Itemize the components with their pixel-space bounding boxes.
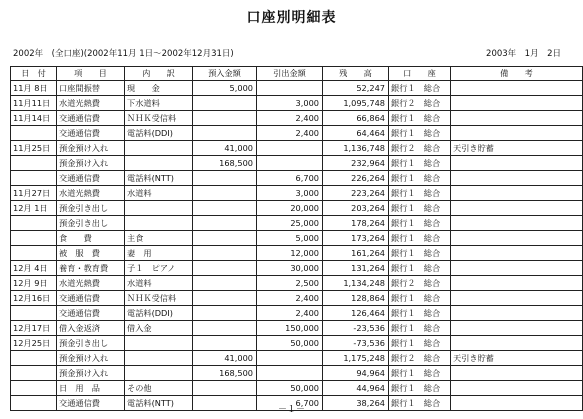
cell-deposit [193,216,257,231]
cell-withdrawal: 3,000 [257,186,323,201]
cell-account: 銀行１ 総合 [389,231,451,246]
cell-remarks [451,366,583,381]
cell-detail [125,351,193,366]
cell-balance: 178,264 [323,216,389,231]
cell-deposit [193,246,257,261]
cell-balance: 173,264 [323,231,389,246]
cell-detail: 電話料(DDI) [125,126,193,141]
cell-deposit [193,111,257,126]
cell-deposit: 41,000 [193,141,257,156]
cell-account: 銀行２ 総合 [389,96,451,111]
table-row [11,141,583,156]
table-row [11,96,583,111]
cell-balance: 232,964 [323,156,389,171]
cell-account: 銀行１ 総合 [389,396,451,411]
cell-detail [125,336,193,351]
cell-date: 12月16日 [11,291,57,306]
cell-item: 水道光熱費 [57,96,125,111]
cell-deposit [193,261,257,276]
cell-account: 銀行１ 総合 [389,126,451,141]
table-row [11,336,583,351]
cell-date: 12月17日 [11,321,57,336]
cell-date [11,366,57,381]
cell-withdrawal [257,156,323,171]
cell-withdrawal: 25,000 [257,216,323,231]
cell-remarks [451,96,583,111]
cell-remarks [451,216,583,231]
cell-date: 11月25日 [11,141,57,156]
cell-account: 銀行１ 総合 [389,321,451,336]
column-header-deposit: 預入金額 [193,67,257,81]
cell-balance: 226,264 [323,171,389,186]
cell-detail: ＮＨＫ受信料 [125,291,193,306]
cell-detail: 下水道料 [125,96,193,111]
cell-item: 日 用 品 [57,381,125,396]
cell-balance: 52,247 [323,81,389,96]
table-row [11,276,583,291]
cell-deposit [193,96,257,111]
cell-item: 水道光熱費 [57,276,125,291]
cell-remarks: 天引き貯蓄 [451,141,583,156]
cell-detail: 電話料(NTT) [125,171,193,186]
cell-balance: 161,264 [323,246,389,261]
cell-date [11,351,57,366]
cell-date: 12月 4日 [11,261,57,276]
cell-account: 銀行１ 総合 [389,201,451,216]
cell-date [11,231,57,246]
cell-item: 交通通信費 [57,111,125,126]
cell-account: 銀行１ 総合 [389,81,451,96]
cell-remarks [451,336,583,351]
cell-item: 預金引き出し [57,336,125,351]
cell-remarks [451,291,583,306]
table-row [11,201,583,216]
table-row [11,156,583,171]
column-header-withdrawal: 引出金額 [257,67,323,81]
cell-withdrawal: 6,700 [257,396,323,411]
cell-remarks [451,261,583,276]
cell-date: 11月14日 [11,111,57,126]
cell-item: 水道光熱費 [57,186,125,201]
cell-item: 預金預け入れ [57,156,125,171]
cell-deposit [193,306,257,321]
cell-remarks [451,276,583,291]
table-row [11,111,583,126]
cell-item: 預金預け入れ [57,351,125,366]
cell-item: 預金引き出し [57,201,125,216]
cell-deposit [193,171,257,186]
column-header-item: 項 目 [57,67,125,81]
column-header-account: 口 座 [389,67,451,81]
cell-remarks [451,171,583,186]
cell-remarks [451,156,583,171]
cell-item: 借入金返済 [57,321,125,336]
cell-withdrawal: 30,000 [257,261,323,276]
cell-detail: 水道料 [125,186,193,201]
column-header-remarks: 備 考 [451,67,583,81]
cell-account: 銀行１ 総合 [389,216,451,231]
cell-balance: 44,964 [323,381,389,396]
print-date: 2003年 1月 2日 [486,49,561,59]
table-header-row [11,67,583,81]
page-number: －１－ [277,405,305,415]
cell-balance: 64,464 [323,126,389,141]
cell-detail: その他 [125,381,193,396]
cell-item: 養育・教育費 [57,261,125,276]
cell-item: 預金預け入れ [57,141,125,156]
cell-deposit [193,231,257,246]
table-row [11,171,583,186]
cell-account: 銀行２ 総合 [389,276,451,291]
cell-withdrawal [257,141,323,156]
cell-date [11,246,57,261]
cell-withdrawal: 2,400 [257,291,323,306]
cell-detail: 電話料(DDI) [125,306,193,321]
cell-balance: 203,264 [323,201,389,216]
cell-withdrawal: 20,000 [257,201,323,216]
cell-account: 銀行１ 総合 [389,246,451,261]
cell-date: 11月11日 [11,96,57,111]
table-row [11,291,583,306]
cell-account: 銀行１ 総合 [389,366,451,381]
cell-balance: 131,264 [323,261,389,276]
cell-remarks [451,381,583,396]
table-row [11,81,583,96]
column-header-detail: 内 訳 [125,67,193,81]
table-row [11,381,583,396]
cell-detail [125,141,193,156]
cell-balance: 126,464 [323,306,389,321]
cell-deposit: 5,000 [193,81,257,96]
cell-deposit [193,336,257,351]
cell-balance: 94,964 [323,366,389,381]
column-header-balance: 残 高 [323,67,389,81]
cell-remarks [451,306,583,321]
table-row [11,321,583,336]
cell-deposit [193,126,257,141]
cell-detail: 水道料 [125,276,193,291]
cell-account: 銀行１ 総合 [389,111,451,126]
cell-remarks [451,246,583,261]
cell-withdrawal: 2,400 [257,306,323,321]
cell-detail [125,216,193,231]
cell-item: 交通通信費 [57,291,125,306]
cell-balance: -23,536 [323,321,389,336]
cell-detail: 借入金 [125,321,193,336]
cell-date: 12月 1日 [11,201,57,216]
cell-deposit [193,186,257,201]
cell-remarks [451,231,583,246]
cell-account: 銀行１ 総合 [389,186,451,201]
cell-item: 食 費 [57,231,125,246]
cell-account: 銀行１ 総合 [389,291,451,306]
cell-detail: 現 金 [125,81,193,96]
cell-balance: 1,095,748 [323,96,389,111]
cell-date: 11月 8日 [11,81,57,96]
cell-remarks [451,201,583,216]
report-title: 口座別明細表 [246,10,337,26]
table-row [11,216,583,231]
cell-detail: 電話料(NTT) [125,396,193,411]
cell-deposit [193,321,257,336]
cell-detail [125,366,193,381]
table-row [11,261,583,276]
cell-detail [125,201,193,216]
cell-detail: ＮＨＫ受信料 [125,111,193,126]
cell-item: 被 服 費 [57,246,125,261]
cell-withdrawal: 5,000 [257,231,323,246]
table-row [11,306,583,321]
table-row [11,186,583,201]
cell-remarks [451,81,583,96]
cell-withdrawal: 2,500 [257,276,323,291]
cell-account: 銀行２ 総合 [389,351,451,366]
cell-withdrawal: 2,400 [257,126,323,141]
cell-withdrawal: 6,700 [257,171,323,186]
cell-remarks [451,186,583,201]
cell-date [11,216,57,231]
cell-withdrawal: 2,400 [257,111,323,126]
cell-item: 交通通信費 [57,306,125,321]
cell-withdrawal: 12,000 [257,246,323,261]
cell-withdrawal: 150,000 [257,321,323,336]
cell-deposit [193,201,257,216]
cell-account: 銀行１ 総合 [389,336,451,351]
cell-account: 銀行１ 総合 [389,306,451,321]
cell-detail: 主食 [125,231,193,246]
cell-remarks [451,126,583,141]
cell-balance: 1,134,248 [323,276,389,291]
cell-deposit: 168,500 [193,156,257,171]
account-detail-table [10,66,583,411]
cell-item: 交通通信費 [57,171,125,186]
cell-account: 銀行１ 総合 [389,261,451,276]
cell-withdrawal [257,81,323,96]
table-row [11,126,583,141]
table-row [11,366,583,381]
cell-date [11,156,57,171]
column-header-date: 日 付 [11,67,57,81]
cell-balance: 38,264 [323,396,389,411]
cell-balance: 1,136,748 [323,141,389,156]
cell-item: 口座間振替 [57,81,125,96]
cell-account: 銀行１ 総合 [389,171,451,186]
cell-date [11,126,57,141]
cell-account: 銀行１ 総合 [389,381,451,396]
cell-withdrawal: 50,000 [257,381,323,396]
cell-item: 交通通信費 [57,126,125,141]
cell-detail [125,156,193,171]
cell-item: 交通通信費 [57,396,125,411]
cell-deposit [193,381,257,396]
cell-date [11,306,57,321]
cell-date [11,171,57,186]
cell-balance: 128,864 [323,291,389,306]
cell-detail: 妻 用 [125,246,193,261]
cell-deposit: 168,500 [193,366,257,381]
report-period: 2002年 (全口座)(2002年11月 1日～2002年12月31日) [13,49,234,59]
table-row [11,231,583,246]
cell-deposit [193,276,257,291]
cell-withdrawal [257,351,323,366]
cell-withdrawal: 3,000 [257,96,323,111]
cell-remarks: 天引き貯蓄 [451,351,583,366]
cell-date [11,381,57,396]
cell-date: 12月 9日 [11,276,57,291]
cell-balance: 66,864 [323,111,389,126]
cell-remarks [451,111,583,126]
cell-account: 銀行２ 総合 [389,141,451,156]
cell-deposit: 41,000 [193,351,257,366]
cell-date: 11月27日 [11,186,57,201]
cell-account: 銀行１ 総合 [389,156,451,171]
cell-detail: 子１ ピアノ [125,261,193,276]
table-row [11,351,583,366]
cell-deposit [193,291,257,306]
table-row [11,246,583,261]
cell-item: 預金引き出し [57,216,125,231]
cell-withdrawal [257,366,323,381]
cell-remarks [451,321,583,336]
cell-item: 預金預け入れ [57,366,125,381]
cell-balance: 1,175,248 [323,351,389,366]
cell-balance: -73,536 [323,336,389,351]
cell-balance: 223,264 [323,186,389,201]
cell-date: 12月25日 [11,336,57,351]
cell-withdrawal: 50,000 [257,336,323,351]
